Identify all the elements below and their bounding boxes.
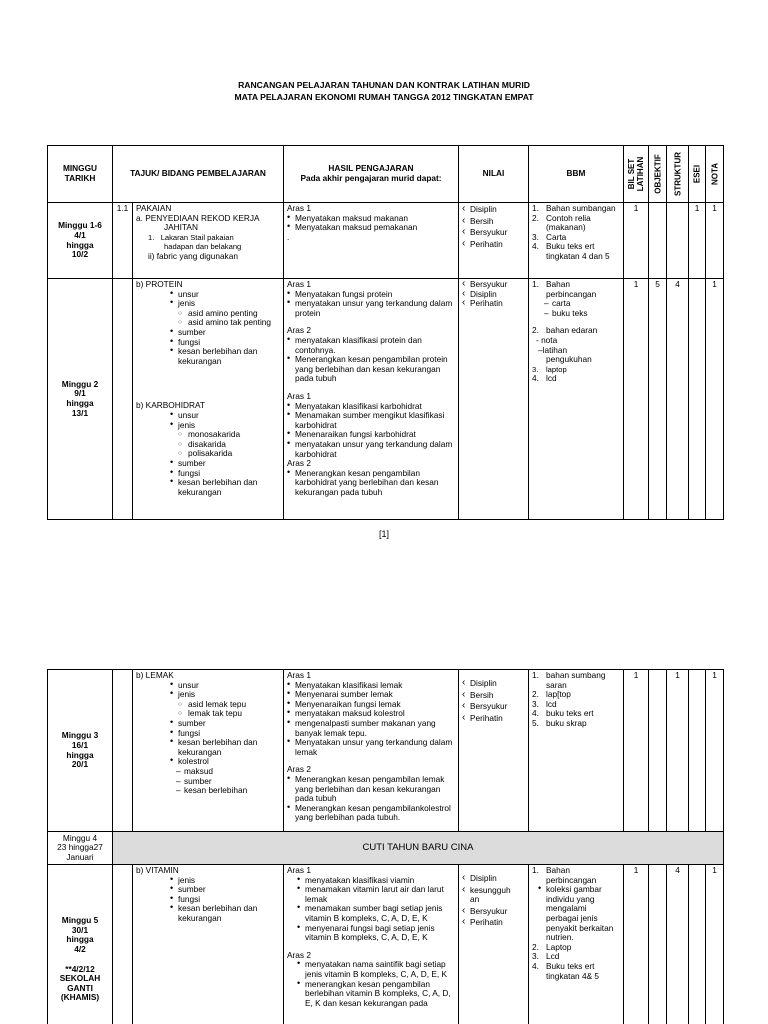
- list-item: ‹ Bersyukur: [462, 228, 525, 238]
- list-item: 2. Laptop: [532, 941, 572, 952]
- page-number: [1]: [378, 529, 389, 539]
- list-item: ○ asid lemak tepu: [170, 700, 280, 710]
- bil-set-value: 1: [624, 203, 649, 279]
- topic-number: 1.1: [113, 203, 133, 279]
- list-item: • menyatakan nama saintifik bagi setiap jenis vitamin B kompleks, C, A, D, E, K: [297, 960, 455, 979]
- objektif-value: [649, 865, 667, 1024]
- list-item: • Menamakan sumber mengikut klasifikasi karbohidrat: [287, 411, 455, 430]
- list-item: • menerangkan kesan pengambilan berlebihan vitamin B kompleks, C, A, D, E, K dan kesan kekurangan pada: [297, 980, 455, 1009]
- list-item: 2. bahan edaran: [532, 325, 598, 336]
- list-item: ○ monosakarida: [170, 430, 280, 440]
- list-item: ‹ Bersyukur: [462, 280, 525, 290]
- outcome-cell: Aras 1 • menyatakan klasifikasi viamin • menamakan vitamin larut air dan larut lemak • menamakan sumber bagi setiap jenis vitamin B kompleks, C, A, D, E, K • menyenarai fungsi bagi setiap jenis vitamin B kompleks, C, A, D, E, K Aras 2 • menyatakan nama saintifik bagi setiap jenis vitamin B kompleks, C, A, D, E, K • menerangkan kesan pengambilan berlebihan vitamin B kompleks, C, A, D, E, K dan kesan kekurangan pada: [284, 865, 459, 1024]
- week-cell: Minggu 2 9/1 hingga 13/1: [48, 279, 113, 520]
- bil-set-value: 1: [624, 279, 649, 520]
- list-item: • fungsi: [170, 469, 280, 479]
- list-item: • sumber: [170, 719, 280, 729]
- list-item: • koleksi gambar individu yang mengalami perbagai jenis penyakit berkaitan nutrien.: [538, 885, 620, 943]
- week-cell: Minggu 3 16/1 hingga 20/1: [48, 670, 113, 832]
- list-item: ‹ Bersih: [462, 691, 525, 701]
- list-item: • Menyatakan unsur yang terkandung dalam lemak: [287, 738, 455, 757]
- bil-set-value: 1: [624, 670, 649, 832]
- list-item: • fungsi: [170, 895, 280, 905]
- objektif-value: [649, 670, 667, 832]
- struktur-value: 1: [667, 670, 689, 832]
- struktur-value: 4: [667, 279, 689, 520]
- list-item: • Menyatakan klasifikasi lemak: [287, 681, 455, 691]
- list-item: • mengenalpasti sumber makanan yang banyak lemak tepu.: [287, 719, 455, 738]
- esei-value: [689, 865, 706, 1024]
- list-item: • menyatakan klasifikasi viamin: [297, 876, 455, 886]
- list-item: – kesan berlebihan: [176, 786, 280, 796]
- document-title: [0, 79, 768, 103]
- list-item: 1. Bahan perbincangan: [532, 865, 597, 885]
- list-item: • menyatakan unsur yang terkandung dalam karbohidrat: [287, 440, 455, 459]
- list-item: • fungsi: [170, 729, 280, 739]
- week-cell: Minggu 1-6 4/1 hingga 10/2: [48, 203, 113, 279]
- header-esei: ESEI: [689, 146, 706, 203]
- list-item: • jenis: [170, 421, 280, 431]
- list-item: ‹ Disiplin: [462, 874, 525, 884]
- materials-cell: [529, 865, 624, 1024]
- list-item: ‹ Disiplin: [462, 679, 525, 689]
- list-item: • Menerangkan kesan pengambilankolestrol yang berlebihan pada tubuh.: [287, 804, 455, 823]
- outcome-cell: Aras 1 • Menyatakan klasifikasi lemak • Menyenarai sumber lemak • Menyenaraikan fungsi lemak • menyatakan maksud kolestrol • mengenalpasti sumber makanan yang banyak lemak tepu. • Menyatakan unsur yang terkandung dalam lemak Aras 2 • Menerangkan kesan pengambilan lemak yang berlebihan dan kesan kekurangan pada tubuh • Menerangkan kesan pengambilankolestrol yang berlebihan pada tubuh.: [284, 670, 459, 832]
- header-struktur: STRUKTUR: [667, 146, 689, 203]
- list-item: • menamakan vitamin larut air dan larut lemak: [297, 885, 455, 904]
- bil-set-value: 1: [624, 865, 649, 1024]
- list-item: • unsur: [170, 411, 280, 421]
- list-item: • Menerangkan kesan pengambilan protein yang berlebihan dan kesan kekurangan pada tubuh: [287, 355, 455, 384]
- header-nilai: NILAI: [459, 146, 529, 203]
- list-item: 3. Lcd: [532, 951, 560, 962]
- table-row: [48, 203, 724, 279]
- struktur-value: [667, 203, 689, 279]
- list-item: ○ asid amino tak penting: [170, 318, 280, 328]
- list-item: • Menyenaraikan fungsi lemak: [287, 700, 455, 710]
- list-item: 4. lcd: [532, 373, 557, 384]
- list-item: • menyatakan klasifikasi protein dan contohnya.: [287, 336, 455, 355]
- nota-value: 1: [706, 865, 724, 1024]
- holiday-row: [48, 832, 724, 865]
- list-item: • kesan berlebihan dan kekurangan: [170, 904, 280, 923]
- list-item: • Menyatakan maksud pemakanan: [287, 223, 455, 233]
- topic-cell: b) VITAMIN • jenis • sumber • fungsi • kesan berlebihan dan kekurangan: [133, 865, 284, 1024]
- header-minggu-tarikh: MINGGU TARIKH: [48, 146, 113, 203]
- list-item: ‹ kesungguhan: [462, 886, 512, 905]
- values-cell: [459, 670, 529, 832]
- list-item: 3. laptop: [532, 364, 567, 374]
- table-header-row: [48, 146, 724, 203]
- table-row: [48, 865, 724, 1024]
- outcome-cell: Aras 1 • Menyatakan maksud makanan • Menyatakan maksud pemakanan .: [284, 203, 459, 279]
- list-item: 1. bahan sumbang saran: [532, 670, 606, 690]
- table-row: [48, 279, 724, 520]
- list-item: – carta: [544, 299, 620, 309]
- list-item: • Menyatakan maksud makanan: [287, 214, 455, 224]
- header-hasil: HASIL PENGAJARAN Pada akhir pengajaran murid dapat:: [284, 146, 459, 203]
- list-item: 2. Contoh relia (makanan): [532, 212, 591, 233]
- list-item: • jenis: [170, 299, 280, 309]
- list-item: 4. buku teks ert: [532, 708, 594, 719]
- list-item: ‹ Bersyukur: [462, 702, 525, 712]
- topic-cell: b) PROTEIN • unsur • jenis ○ asid amino penting ○ asid amino tak penting • sumber • fungsi • kesan berlebihan dan kekurangan b) KARBOHIDRAT • unsur • jenis ○ monosakarida ○ disakarida ○ polisakarida • sumber • fungsi • kesan berlebihan dan kekurangan: [133, 279, 284, 520]
- list-item: ‹ Perihatin: [462, 299, 525, 309]
- list-item: – maksud: [176, 767, 280, 777]
- list-item: 1. Bahan perbincangan: [532, 279, 597, 299]
- header-nota: NOTA: [706, 146, 724, 203]
- title-line-1: RANCANGAN PELAJARAN TAHUNAN DAN KONTRAK LATIHAN MURID: [238, 80, 530, 90]
- list-item: –latihan: [538, 344, 568, 355]
- list-item: • Menerangkan kesan pengambilan karbohidrat yang berlebihan dan kesan kekurangan pada tubuh: [287, 469, 455, 498]
- header-bbm: BBM: [529, 146, 624, 203]
- materials-cell: [529, 279, 624, 520]
- list-item: • Menyenarai sumber lemak: [287, 690, 455, 700]
- list-item: • Menyatakan fungsi protein: [287, 290, 455, 300]
- list-item: ‹ Disiplin: [462, 290, 525, 300]
- list-item: • menyatakan maksud kolestrol: [287, 709, 455, 719]
- list-item: 4. Buku teks ert tingkatan 4 dan 5: [532, 241, 610, 261]
- topic-number: [113, 279, 133, 520]
- outcome-cell: Aras 1 • Menyatakan fungsi protein • menyatakan unsur yang terkandung dalam protein Aras 2 • menyatakan klasifikasi protein dan contohnya. • Menerangkan kesan pengambilan protein yang berlebihan dan kesan kekurangan pada tubuh Aras 1 • Menyatakan klasifikasi karbohidrat • Menamakan sumber mengikut klasifikasi karbohidrat • Menenaraikan fungsi karbohidrat • menyatakan unsur yang terkandung dalam karbohidrat Aras 2 • Menerangkan kesan pengambilan karbohidrat yang berlebihan dan kesan kekurangan pada tubuh: [284, 279, 459, 520]
- list-item: • kolestrol: [170, 757, 280, 767]
- list-item: • sumber: [170, 328, 280, 338]
- week-cell: Minggu 4 23 hingga27 Januari: [48, 832, 113, 865]
- list-item: • jenis: [170, 690, 280, 700]
- list-item: ○ polisakarida: [170, 449, 280, 459]
- list-item: ‹ Bersyukur: [462, 907, 525, 917]
- list-item: 5. buku skrap: [532, 717, 587, 728]
- list-item: ‹ Perihatin: [462, 714, 525, 724]
- list-item: - nota: [536, 334, 558, 345]
- list-item: • fungsi: [170, 338, 280, 348]
- list-item: • unsur: [170, 681, 280, 691]
- list-item: • menyenarai fungsi bagi setiap jenis vitamin B kompleks, C, A, D, E, K: [297, 924, 455, 943]
- materials-cell: [529, 670, 624, 832]
- title-line-2: MATA PELAJARAN EKONOMI RUMAH TANGGA 2012 TINGKATAN EMPAT: [234, 92, 534, 102]
- topic-number: [113, 865, 133, 1024]
- list-item: • kesan berlebihan dan kekurangan: [170, 738, 280, 757]
- topic-number: [113, 670, 133, 832]
- list-item: • sumber: [170, 885, 280, 895]
- week-cell: Minggu 5 30/1 hingga 4/2 **4/2/12 SEKOLAH GANTI (KHAMIS): [48, 865, 113, 1024]
- list-item: ○ asid amino penting: [170, 309, 280, 319]
- materials-cell: [529, 203, 624, 279]
- list-item: ○ disakarida: [170, 440, 280, 450]
- esei-value: 1: [689, 203, 706, 279]
- list-item: 3. lcd: [532, 698, 557, 709]
- objektif-value: 5: [649, 279, 667, 520]
- lesson-plan-table-2: [47, 669, 724, 1024]
- list-item: ○ lemak tak tepu: [170, 709, 280, 719]
- list-item: • sumber: [170, 459, 280, 469]
- list-item: ‹ Perihatin: [462, 240, 525, 250]
- list-item: – sumber: [176, 777, 280, 787]
- values-cell: [459, 279, 529, 520]
- esei-value: [689, 279, 706, 520]
- nota-value: 1: [706, 670, 724, 832]
- list-item: • Menerangkan kesan pengambilan lemak yang berlebihan dan kesan kekurangan pada tubuh: [287, 775, 455, 804]
- list-item: • kesan berlebihan dan kekurangan: [170, 347, 280, 366]
- header-objektif: OBJEKTIF: [649, 146, 667, 203]
- list-item: 3. Carta: [532, 231, 567, 242]
- nota-value: 1: [706, 203, 724, 279]
- list-item: • Menyatakan klasifikasi karbohidrat: [287, 402, 455, 412]
- list-item: ‹ Perihatin: [462, 918, 525, 928]
- list-item: • jenis: [170, 876, 280, 886]
- table-row: [48, 670, 724, 832]
- topic-cell: PAKAIAN a. PENYEDIAAN REKOD KERJA JAHITAN 1. Lakaran Stail pakaian hadapan dan belakang ii) fabric yang digunakan: [133, 203, 284, 279]
- topic-cell: b) LEMAK • unsur • jenis ○ asid lemak tepu ○ lemak tak tepu • sumber • fungsi • kesan berlebihan dan kekurangan • kolestrol – maksud – sumber – kesan berlebihan: [133, 670, 284, 832]
- header-bil-set: BIL SET LATIHAN: [624, 146, 649, 203]
- lesson-plan-table-1: [47, 145, 724, 520]
- list-item: pengukuhan: [546, 354, 592, 365]
- list-item: ‹ Bersih: [462, 217, 525, 227]
- list-item: • menyatakan unsur yang terkandung dalam protein: [287, 299, 455, 318]
- struktur-value: 4: [667, 865, 689, 1024]
- list-item: • menamakan sumber bagi setiap jenis vitamin B kompleks, C, A, D, E, K: [297, 904, 455, 923]
- header-tajuk: TAJUK/ BIDANG PEMBELAJARAN: [113, 146, 284, 203]
- values-cell: [459, 865, 529, 1024]
- list-item: • Menenaraikan fungsi karbohidrat: [287, 430, 455, 440]
- holiday-label: CUTI TAHUN BARU CINA: [113, 832, 724, 865]
- nota-value: 1: [706, 279, 724, 520]
- esei-value: [689, 670, 706, 832]
- list-item: 2. lap[top: [532, 689, 571, 700]
- list-item: – buku teks: [544, 309, 620, 319]
- list-item: 1. Bahan sumbangan: [532, 203, 616, 213]
- values-cell: [459, 203, 529, 279]
- objektif-value: [649, 203, 667, 279]
- list-item: • kesan berlebihan dan kekurangan: [170, 478, 280, 497]
- list-item: 4. Buku teks ert tingkatan 4& 5: [532, 960, 600, 981]
- list-item: ‹ Disiplin: [462, 205, 525, 215]
- list-item: • unsur: [170, 290, 280, 300]
